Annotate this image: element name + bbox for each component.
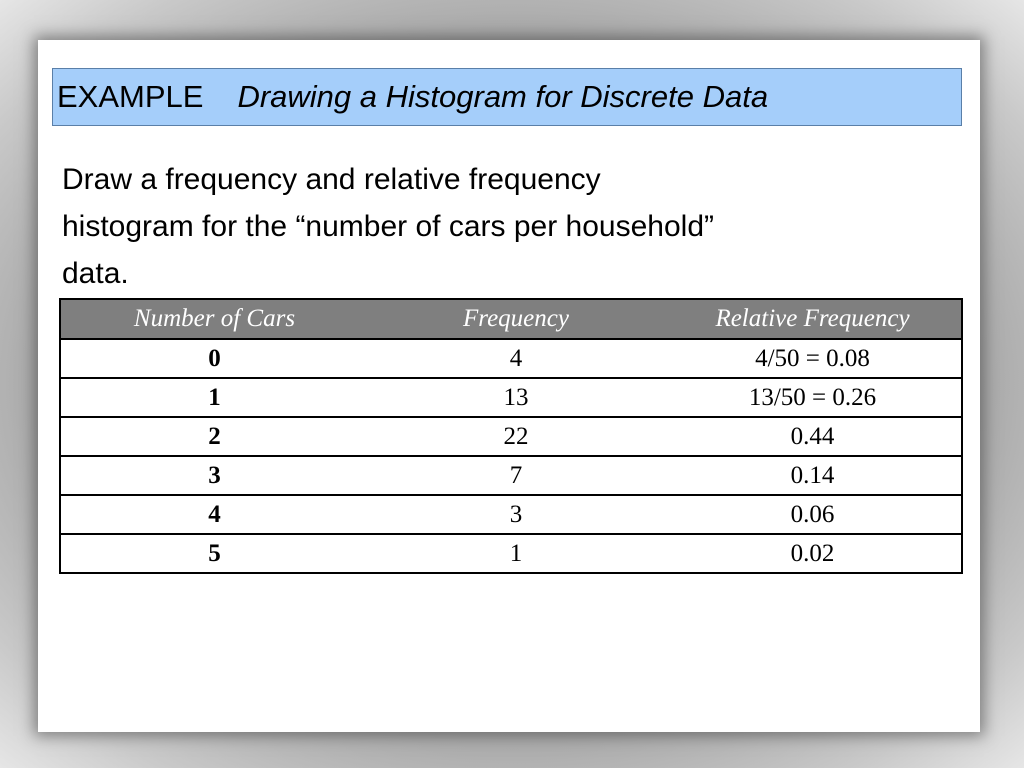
header-relative-frequency: Relative Frequency [664,299,962,339]
cell-relative-frequency: 0.06 [664,495,962,534]
cell-relative-frequency: 0.14 [664,456,962,495]
header-frequency: Frequency [368,299,664,339]
cell-number-of-cars: 1 [60,378,368,417]
table-row [60,456,962,495]
cell-relative-frequency: 4/50 = 0.08 [664,339,962,378]
cell-frequency: 13 [368,378,664,417]
prompt-line: Draw a frequency and relative frequency [62,163,601,196]
prompt-line: histogram for the “number of cars per household” [62,210,714,243]
prompt-line: data. [62,257,129,290]
table-row [60,339,962,378]
cell-number-of-cars: 0 [60,339,368,378]
cell-relative-frequency: 0.44 [664,417,962,456]
cell-frequency: 1 [509,539,523,567]
table-row [60,495,962,534]
cell-frequency: 7 [368,456,664,495]
table-row [60,534,962,573]
header-number-of-cars: Number of Cars [60,299,368,339]
slide [38,40,980,732]
cell-frequency: 3 [368,495,664,534]
cell-relative-frequency: 0.02 [790,539,835,567]
prompt-text [62,156,962,297]
cell-number-of-cars: 5 [208,539,221,567]
title-banner [52,68,962,126]
cell-relative-frequency: 13/50 = 0.26 [664,378,962,417]
cars-frequency-table [59,298,963,574]
table-header-row [60,299,962,339]
cell-number-of-cars: 3 [60,456,368,495]
table-row [60,417,962,456]
title-main: Drawing a Histogram for Discrete Data [237,79,769,114]
table-row [60,378,962,417]
cell-frequency: 22 [368,417,664,456]
cell-number-of-cars: 4 [60,495,368,534]
title-prefix: EXAMPLE [57,79,204,114]
cell-number-of-cars: 2 [60,417,368,456]
cell-frequency: 4 [368,339,664,378]
